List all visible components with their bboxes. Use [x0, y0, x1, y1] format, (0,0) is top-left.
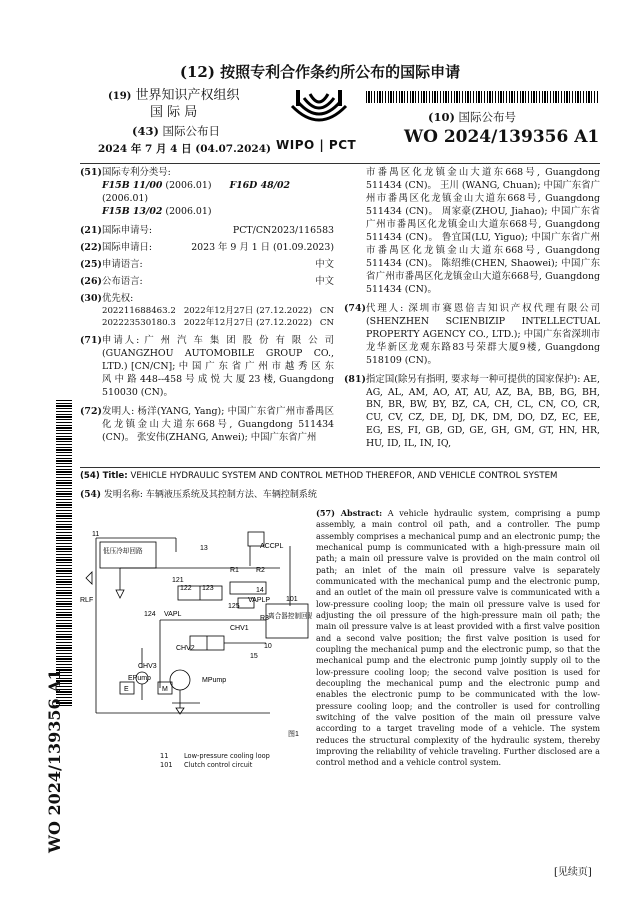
wipo-org — [108, 87, 240, 105]
diagram-label: VAPLP — [248, 597, 271, 604]
diagram-label: CHV1 — [230, 625, 249, 632]
pubno-number: (10) — [428, 110, 455, 124]
diagram-label: 15 — [250, 653, 258, 660]
priority-row: 202223530180.3 2022年12月27日 (27.12.2022) CN — [102, 317, 334, 328]
diagram-label: 125 — [228, 603, 240, 610]
diagram-label: 13 — [200, 545, 208, 552]
filing-date: (22) 国际申请日: 2023 年 9 月 1 日 (01.09.2023) — [80, 241, 334, 253]
wipo-logo-icon — [286, 86, 352, 138]
diagram-label: 14 — [256, 587, 264, 594]
diagram-label: 11 — [92, 531, 100, 538]
diagram-legend — [160, 752, 270, 770]
hydraulic-diagram — [80, 508, 312, 770]
left-column — [80, 167, 334, 445]
pubdate-label: 国际公布日 — [162, 124, 221, 138]
continued-note: [见续页] — [554, 867, 592, 878]
diagram-label: R1 — [230, 567, 239, 574]
diagram-label: EPump — [128, 675, 151, 682]
pubdate-value: 2024 年 7 月 4 日 (04.07.2024) — [98, 143, 271, 155]
document-title: (12) 按照专利合作条约所公布的国际申请 — [179, 63, 461, 81]
priority-field: (30) 优先权: — [80, 292, 134, 304]
wipo-pct-text: WIPO | PCT — [276, 138, 357, 152]
ipc-codes: F15B 11/00 (2006.01) F16D 48/02 (2006.01) F15B 13/02 (2006.01) — [102, 179, 291, 217]
top-barcode-icon — [366, 91, 598, 103]
applicant-field: (71) 申请人: 广 州 汽 车 集 团 股 份 有 限 公 司 (GUANGZHOU AUTOMOBILE GROUP CO., LTD.) [CN/CN]; 中 国 广 东 省 广 州 市 越 秀 区 东 风 中 路 448--458 号 成 悦 大 厦 23 楼, Guangdong 510030 (CN)。 — [80, 335, 334, 399]
legend-item: 11 Low-pressure cooling loop — [160, 752, 270, 760]
diagram-label: R2 — [256, 567, 265, 574]
diagram-label: R3 — [260, 615, 269, 622]
diagram-label: E — [124, 686, 129, 693]
diagram-label: 101 — [286, 596, 298, 603]
diagram-label: RLF — [80, 597, 94, 604]
abstract: (57) Abstract: A vehicle hydraulic system, comprising a pump assembly, a main control oil path, and a controller. The pump assembly comprises a mechanical pump and an electronic pump; the mechanical pump is communicated with a high-pressure main oil path; a main oil pressure valve is provided on the main control oil path; an inlet of the main oil pressure valve is separately communicated with the mechanical pump and the electronic pump, and an outlet of the main oil pressure valve is communicated with a low-pressure cooling loop; the main oil pressure valve is used for adjusting the oil pressure of the high-pressure main oil path; the main oil pressure valve is at least provided with a first valve position and a second valve position; the first valve position is used for coupling the mechanical pump and the electronic pump, so that the mechanical pump and the electronic pump jointly supply oil to the low-pressure cooling loop; the second valve position is used for decoupling the mechanical pump and the electronic pump and enables the electronic pump to be communicated with the low-pressure cooling loop; and the controller is used for controlling switching of the valve position of the main oil pressure valve according to a target traveling mode of a vehicle. The system reduces the structural complexity of the hydraulic system, thereby improving the reliability of vehicle traveling. Further disclosed are a control method and a vehicle control system. — [316, 508, 600, 768]
filing-language: (25) 申请语言: 中文 — [80, 258, 334, 270]
header-rule — [80, 163, 600, 164]
diagram-label: 124 — [144, 611, 156, 618]
pubno-label: 国际公布号 — [458, 110, 517, 124]
diagram-label: VAPL — [164, 611, 182, 618]
diagram-label: 123 — [202, 585, 214, 592]
ipc-field: (51) 国际专利分类号: — [80, 167, 171, 178]
diagram-label: 低压冷却回路 — [103, 548, 143, 555]
legend-item: 101 Clutch control circuit — [160, 761, 253, 770]
diagram-label: CHV3 — [138, 663, 157, 670]
pubno-value: WO 2024/139356 A1 — [404, 127, 600, 147]
org-number: (19) — [108, 91, 132, 102]
diagram-label: CHV2 — [176, 645, 195, 652]
diagram-label: 121 — [172, 577, 184, 584]
title-rule — [80, 467, 600, 468]
publication-language: (26) 公布语言: 中文 — [80, 275, 334, 287]
priority-row: 202211688463.2 2022年12月27日 (27.12.2022) CN — [102, 305, 334, 316]
side-publication-number: WO 2024/139356 A1 — [45, 669, 64, 853]
side-barcode-icon — [56, 400, 72, 706]
org-sub: 国 际 局 — [150, 105, 198, 120]
agent-field: (74) 代理人: 深圳市赛恩倍吉知识产权代理有限公司(SHENZHEN SCIENBIZIP INTELLECTUAL PROPERTY AGENCY CO., LTD.); 中国广东省深圳市龙华新区龙观东路83号荣群大厦9楼, Guangdong 518109 (CN)。 — [344, 302, 600, 366]
inventor-field: (72) 发明人: 杨洋(YANG, Yang); 中国广东省广州市番禺区化龙镇金山大道东668号, Guangdong 511434 (CN)。 张安伟(ZHANG, Anwei); 中国广东省广州 — [80, 406, 334, 444]
diagram-label: M — [162, 686, 168, 693]
org-name: 世界知识产权组织 — [135, 88, 240, 103]
inventor-continued: 市番禺区化龙镇金山大道东668号, Guangdong 511434 (CN)。 王川 (WANG, Chuan); 中国广东省广州市番禺区化龙镇金山大道东668号, Guangdong 511434 (CN)。 周家豪(ZHOU, Jiahao); 中国广东省广州市番禺区化龙镇金山大道东668号, Guangdong 511434 (CN)。 鲁宜国(LU, Yiguo); 中国广东省广州市番禺区化龙镇金山大道东668号, Guangdong 511434 (CN)。 陈绍维(CHEN, Shaowei); 中国广东省广州市番禺区化龙镇金山大道东668号, Guangdong 511434 (CN)。 — [366, 167, 600, 295]
pubno-heading — [428, 110, 516, 126]
diagram-label: ACCPL — [260, 543, 284, 550]
right-column — [344, 167, 600, 451]
figure-label: 图1 — [288, 731, 299, 738]
diagram-label: 离合器控制回路 — [268, 613, 312, 620]
title-en: (54) Title: VEHICLE HYDRAULIC SYSTEM AND CONTROL METHOD THEREFOR, AND VEHICLE CONTROL SYSTEM — [80, 471, 558, 481]
application-number: (21) 国际申请号: PCT/CN2023/116583 — [80, 224, 334, 236]
title-zh: (54) 发明名称: 车辆液压系统及其控制方法、车辆控制系统 — [80, 490, 317, 500]
pubdate-number: (43) — [132, 124, 159, 138]
designated-states-field: (81) 指定国(除另有指明, 要求每一种可提供的国家保护): AE, AG, AL, AM, AO, AT, AU, AZ, BA, BB, BG, BH, BN, BR, BW, BY, BZ, CA, CH, CL, CN, CO, CR, CU, CV, CZ, DE, DJ, DK, DM, DO, DZ, EC, EE, EG, ES, FI, GB, GD, GE, GH, GM, GT, HN, HR, HU, ID, IL, IN, IQ, — [344, 373, 600, 450]
diagram-label: 122 — [180, 585, 192, 592]
diagram-label: MPump — [202, 677, 227, 684]
diagram-label: 10 — [264, 643, 272, 650]
pubdate-heading — [132, 124, 220, 140]
